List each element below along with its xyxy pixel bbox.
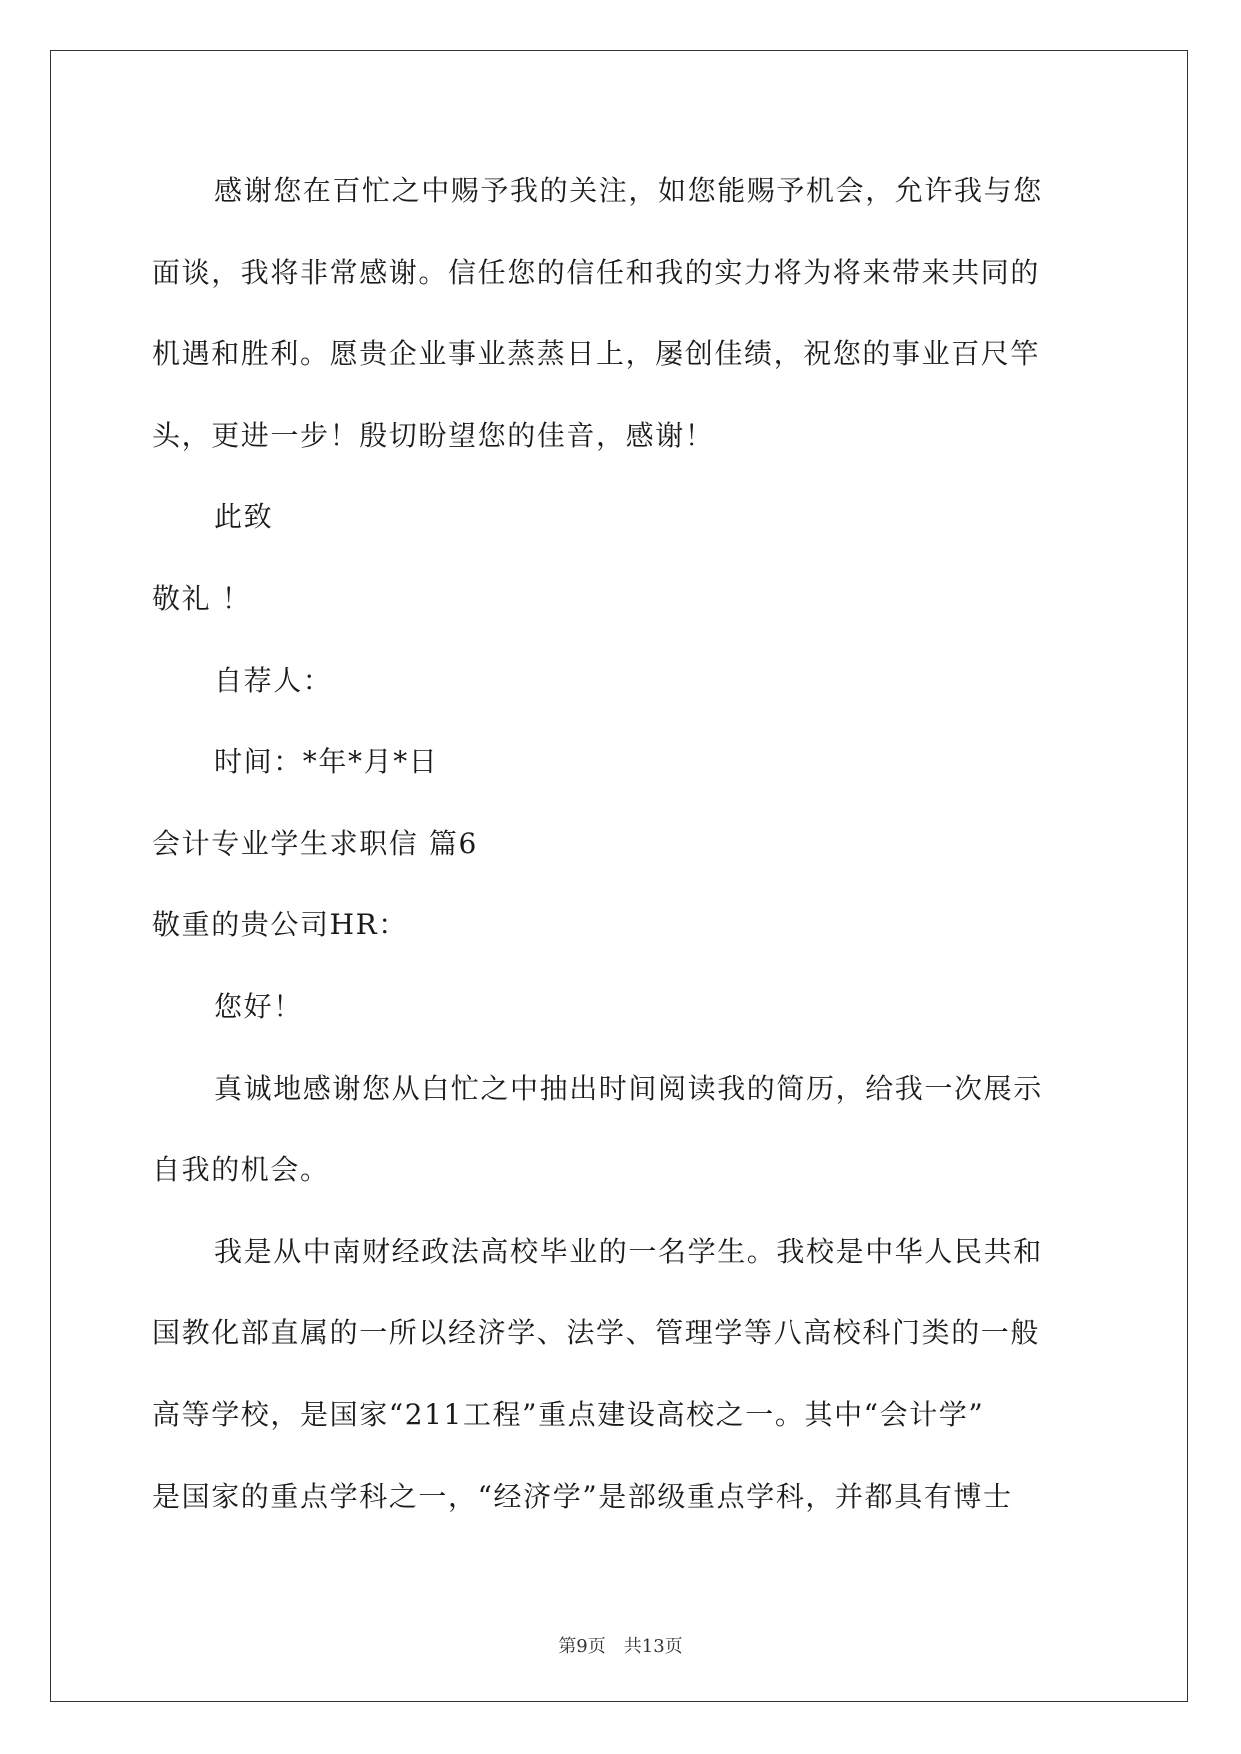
paragraph-line: 自我的机会。 bbox=[152, 1153, 330, 1187]
paragraph-line: 头，更进一步！殷切盼望您的佳音，感谢！ bbox=[152, 418, 715, 452]
paragraph-line: 机遇和胜利。愿贵企业事业蒸蒸日上，屡创佳绩，祝您的事业百尺竿 bbox=[152, 337, 1041, 371]
paragraph-line: 我是从中南财经政法高校毕业的一名学生。我校是中华人民共和 bbox=[214, 1234, 1043, 1268]
greeting-recipient: 敬重的贵公司HR： bbox=[152, 908, 408, 942]
paragraph-line: 真诚地感谢您从白忙之中抽出时间阅读我的简历，给我一次展示 bbox=[214, 1071, 1043, 1105]
signer-label: 自荐人： bbox=[214, 663, 333, 697]
page-number: 第9页 共13页 bbox=[558, 1636, 683, 1657]
greeting: 您好！ bbox=[214, 989, 303, 1023]
closing-salutation: 此致 bbox=[214, 500, 274, 534]
paragraph-line: 面谈，我将非常感谢。信任您的信任和我的实力将为将来带来共同的 bbox=[152, 255, 1041, 289]
paragraph-line: 感谢您在百忙之中赐予我的关注，如您能赐予机会，允许我与您 bbox=[214, 174, 1043, 207]
paragraph-line: 是国家的重点学科之一，“经济学”是部级重点学科，并都具有博士 bbox=[152, 1479, 1013, 1513]
paragraph-line: 国教化部直属的一所以经济学、法学、管理学等八高校科门类的一般 bbox=[152, 1316, 1041, 1350]
paragraph-line: 高等学校，是国家“211工程”重点建设高校之一。其中“会计学” bbox=[152, 1397, 985, 1431]
closing-regards: 敬礼 ！ bbox=[152, 581, 252, 615]
section-title: 会计专业学生求职信 篇6 bbox=[152, 826, 478, 860]
date-line: 时间：*年*月*日 bbox=[214, 745, 439, 779]
document-body bbox=[152, 158, 1092, 1545]
